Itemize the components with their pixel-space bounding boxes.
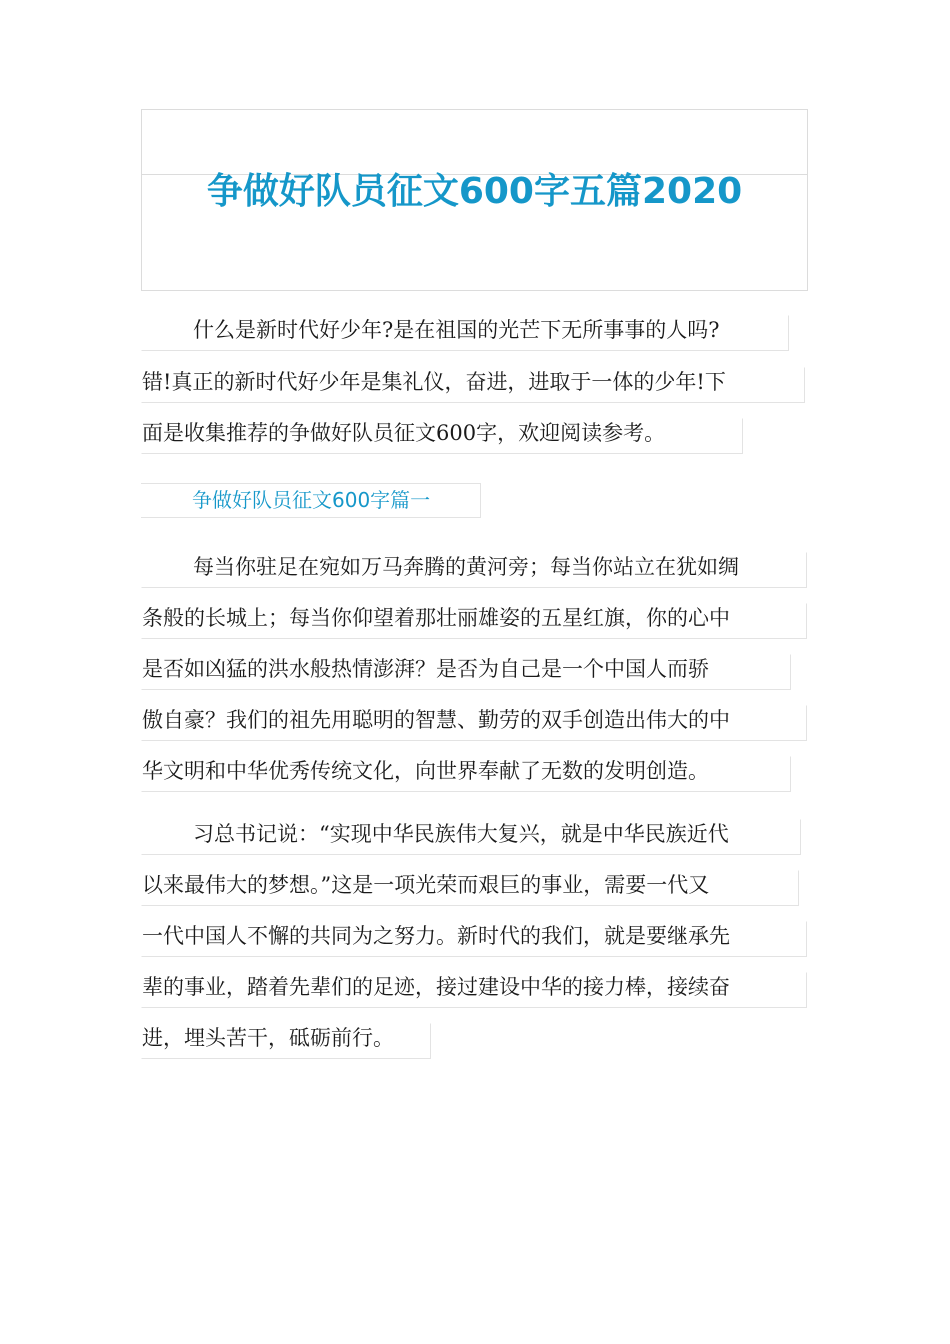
para1-line-3: 是否如凶猛的洪水般热情澎湃？是否为自己是一个中国人而骄 [141, 654, 791, 690]
page-title: 争做好队员征文600字五篇2020 [206, 171, 743, 212]
para2-line-1: 习总书记说：“实现中华民族伟大复兴，就是中华民族近代 [141, 819, 801, 855]
para1-line-4: 傲自豪？我们的祖先用聪明的智慧、勤劳的双手创造出伟大的中 [141, 705, 807, 741]
para2-line-2: 以来最伟大的梦想。”这是一项光荣而艰巨的事业，需要一代又 [141, 870, 799, 906]
para2-line-5: 进，埋头苦干，砥砺前行。 [141, 1023, 431, 1059]
para1-line-1: 每当你驻足在宛如万马奔腾的黄河旁；每当你站立在犹如绸 [141, 552, 807, 588]
intro-line-3: 面是收集推荐的争做好队员征文600字，欢迎阅读参考。 [141, 418, 743, 454]
para2-line-4: 辈的事业，踏着先辈们的足迹，接过建设中华的接力棒，接续奋 [141, 972, 807, 1008]
intro-line-2: 错!真正的新时代好少年是集礼仪，奋进，进取于一体的少年!下 [141, 367, 805, 403]
para1-line-2: 条般的长城上；每当你仰望着那壮丽雄姿的五星红旗，你的心中 [141, 603, 807, 639]
intro-line-1: 什么是新时代好少年?是在祖国的光芒下无所事事的人吗? [141, 315, 789, 351]
section-heading: 争做好队员征文600字篇一 [141, 483, 481, 518]
para2-line-3: 一代中国人不懈的共同为之努力。新时代的我们，就是要继承先 [141, 921, 807, 957]
para1-line-5: 华文明和中华优秀传统文化，向世界奉献了无数的发明创造。 [141, 756, 791, 792]
